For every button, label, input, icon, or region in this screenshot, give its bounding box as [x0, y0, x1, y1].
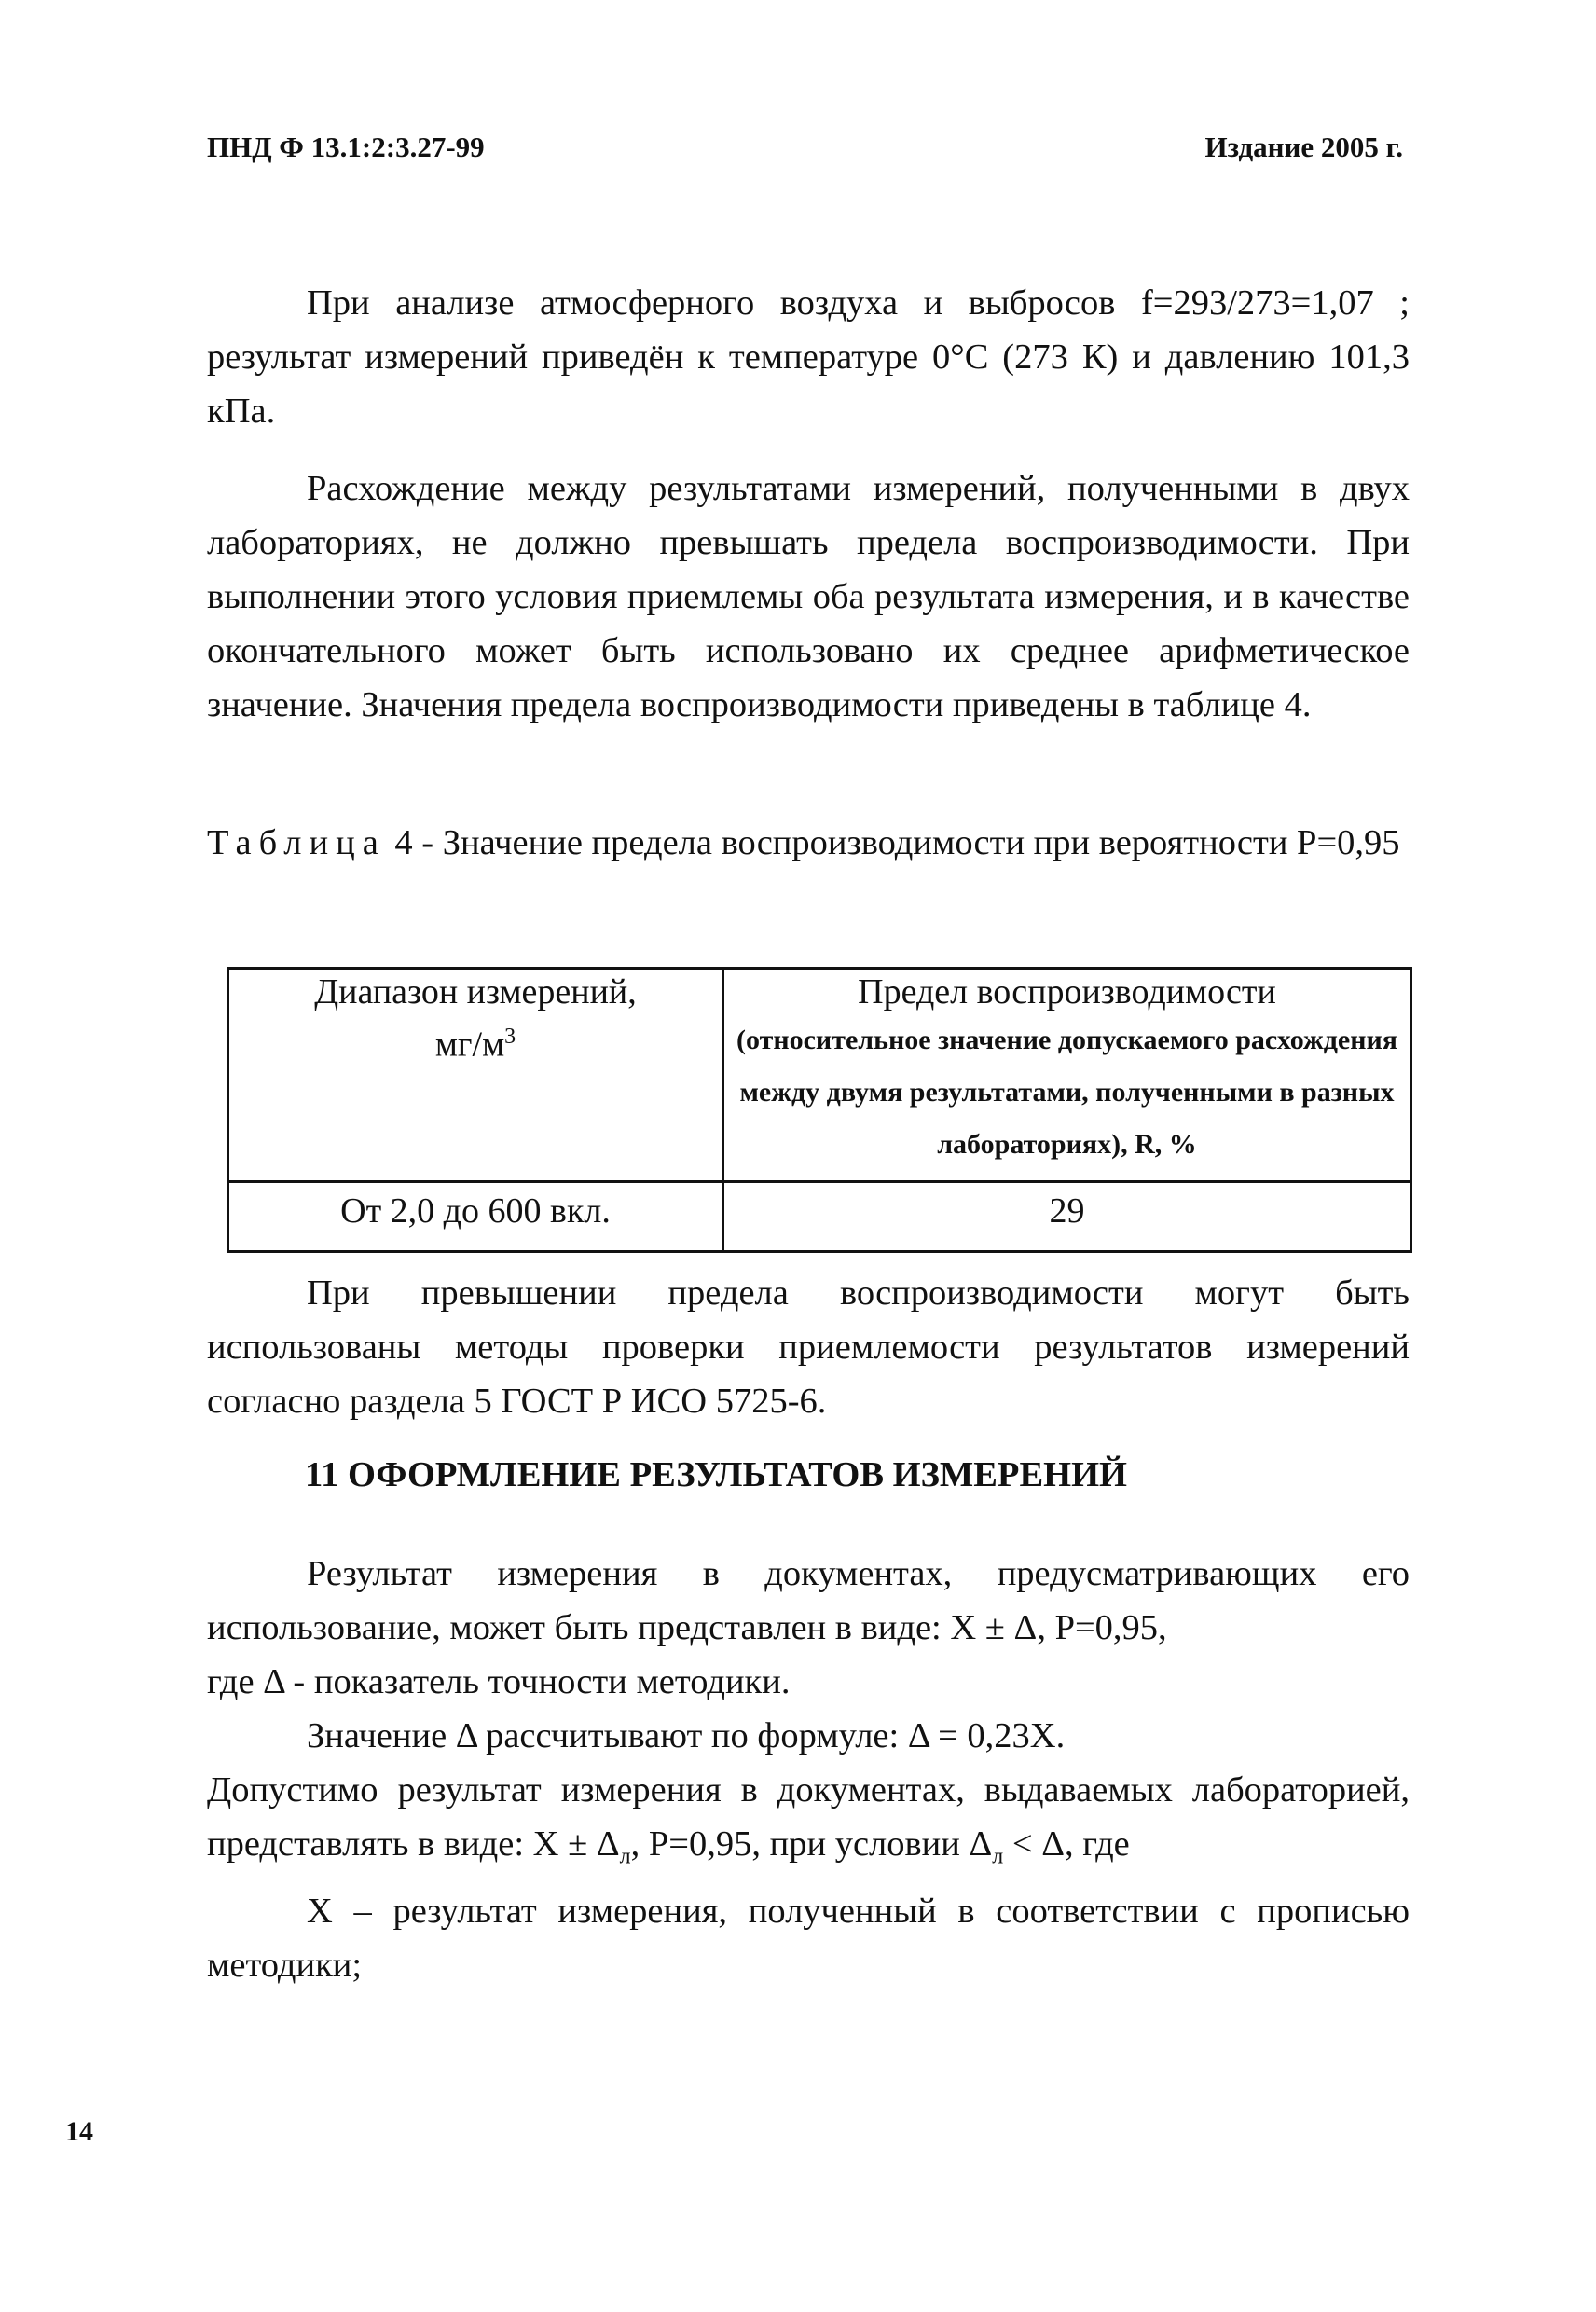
paragraph-lab-form	[207, 1763, 1410, 1884]
paragraph-result-form: Результат измерения в документах, предусматривающих его использование, может быть представлен в виде: X ± Δ, P=0,95,	[207, 1554, 1410, 1647]
header-cell-range	[228, 969, 723, 1182]
paragraph-delta-definition: где Δ - показатель точности методики.	[207, 1662, 791, 1701]
cell-range: От 2,0 до 600 вкл.	[228, 1182, 723, 1252]
document-code: ПНД Ф 13.1:2:3.27-99	[207, 131, 485, 163]
lab-form-sub-2: л	[992, 1844, 1004, 1869]
header-range-unit-exponent: 3	[504, 1025, 516, 1049]
paragraph-block-2	[207, 461, 1410, 732]
page-number: 14	[65, 2116, 93, 2147]
header-limit-sub: (относительное значение допускаемого расхождения между двумя результатами, полученными в разных лабораториях), R, %	[736, 1025, 1397, 1160]
lab-form-part-c: < Δ, где	[1003, 1824, 1130, 1864]
paragraph-block-4	[207, 1547, 1410, 1992]
paragraph-exceed: При превышении предела воспроизводимости могут быть использованы методы проверки приемлемости результатов измерений согласно раздела 5 ГОСТ Р ИСО 5725-6.	[207, 1273, 1410, 1421]
lab-form-sub-1: л	[619, 1844, 631, 1869]
header-range-unit-text: мг/м	[434, 1025, 505, 1065]
paragraph-x-definition: X – результат измерения, полученный в соответствии с прописью методики;	[207, 1891, 1410, 1985]
edition-label: Издание 2005 г.	[1204, 131, 1403, 163]
lab-form-part-a: Допустимо результат измерения в документах, выдаваемых лабораторией, представлять в виде: X ± Δ	[207, 1770, 1410, 1864]
header-range-line1: Диапазон измерений,	[314, 972, 637, 1012]
table-caption-block	[207, 820, 1410, 865]
paragraph-reproducibility: Расхождение между результатами измерений, полученными в двух лабораториях, не должно превышать предела воспроизводимости. При выполнении этого условия приемлемы оба результата измерения, и в качестве окончательного может быть использовано их среднее арифметическое значение. Значения предела воспроизводимости приведены в таблице 4.	[207, 469, 1410, 724]
table-header-row	[228, 969, 1411, 1182]
paragraph-delta-formula: Значение Δ рассчитывают по формуле: Δ = 0,23X.	[307, 1716, 1066, 1755]
section-title: 11 ОФОРМЛЕНИЕ РЕЗУЛЬТАТОВ ИЗМЕРЕНИЙ	[305, 1455, 1127, 1494]
table-caption	[207, 820, 1410, 865]
table-caption-text: 4 - Значение предела воспроизводимости при вероятности Р=0,95	[394, 823, 1400, 862]
header-range-units	[229, 1014, 722, 1067]
cell-limit: 29	[723, 1182, 1411, 1252]
page-header	[207, 131, 1403, 164]
header-cell-limit	[723, 969, 1411, 1182]
table-caption-label: Таблица	[207, 823, 386, 862]
reproducibility-table	[227, 967, 1412, 1253]
table-row	[228, 1182, 1411, 1252]
paragraph-block-1	[207, 276, 1410, 438]
paragraph-atmospheric: При анализе атмосферного воздуха и выбросов f=293/273=1,07 ; результат измерений приведён к температуре 0°С (273 К) и давлению 101,3 кПа.	[207, 283, 1410, 431]
lab-form-part-b: , P=0,95, при условии Δ	[630, 1824, 993, 1864]
paragraph-block-3	[207, 1266, 1410, 1428]
header-limit-main: Предел воспроизводимости	[858, 972, 1276, 1012]
